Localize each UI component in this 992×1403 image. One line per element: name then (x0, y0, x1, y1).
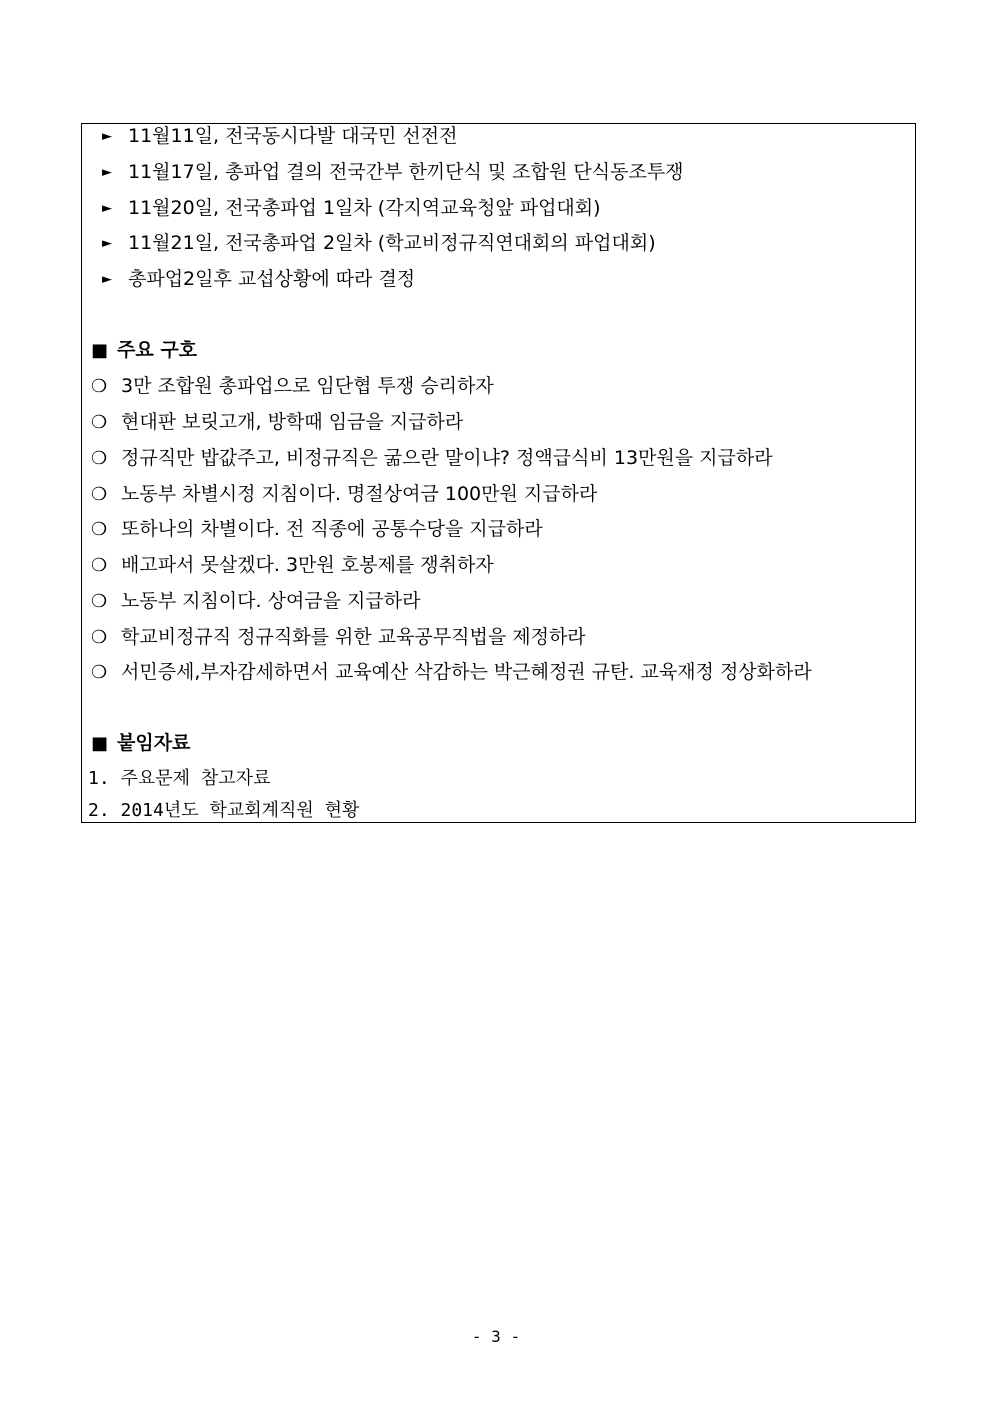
triangle-bullet-icon: ► (102, 272, 112, 287)
circle-bullet-icon: ❍ (91, 484, 108, 505)
schedule-item (102, 231, 656, 255)
slogan-item (91, 625, 586, 649)
slogan-text: 노동부 지침이다. 상여금을 지급하라 (121, 590, 421, 612)
slogan-item (91, 553, 494, 577)
circle-bullet-icon: ❍ (91, 412, 108, 433)
schedule-item-text: 총파업2일후 교섭상황에 따라 결정 (128, 268, 416, 290)
triangle-bullet-icon: ► (102, 236, 112, 251)
circle-bullet-icon: ❍ (91, 519, 108, 540)
schedule-item-text: 11월17일, 총파업 결의 전국간부 한끼단식 및 조합원 단식동조투쟁 (128, 161, 684, 183)
attachments-heading (91, 731, 190, 755)
slogan-text: 3만 조합원 총파업으로 임단협 투쟁 승리하자 (121, 375, 494, 397)
schedule-item (102, 267, 415, 291)
square-bullet-icon: ■ (91, 340, 109, 361)
slogan-item (91, 374, 494, 398)
schedule-item-text: 11월20일, 전국총파업 1일차 (각지역교육청앞 파업대회) (128, 197, 601, 219)
schedule-item (102, 160, 684, 184)
slogan-text: 노동부 차별시정 지침이다. 명절상여금 100만원 지급하라 (121, 483, 598, 505)
attachment-item: 2. 2014년도 학교회계직원 현황 (88, 800, 360, 821)
content-box (81, 123, 916, 823)
circle-bullet-icon: ❍ (91, 376, 108, 397)
triangle-bullet-icon: ► (102, 129, 112, 144)
slogan-text: 학교비정규직 정규직화를 위한 교육공무직법을 제정하라 (121, 626, 586, 648)
circle-bullet-icon: ❍ (91, 627, 108, 648)
slogan-item (91, 660, 812, 684)
slogan-text: 정규직만 밥값주고, 비정규직은 굶으란 말이냐? 정액급식비 13만원을 지급하라 (121, 447, 773, 469)
slogan-text: 또하나의 차별이다. 전 직종에 공통수당을 지급하라 (121, 518, 543, 540)
slogan-item (91, 517, 543, 541)
schedule-item (102, 196, 601, 220)
slogans-heading (91, 338, 197, 362)
schedule-item-text: 11월11일, 전국동시다발 대국민 선전전 (128, 125, 458, 147)
slogan-text: 현대판 보릿고개, 방학때 임금을 지급하라 (121, 411, 464, 433)
triangle-bullet-icon: ► (102, 201, 112, 216)
square-bullet-icon: ■ (91, 733, 109, 754)
schedule-item-text: 11월21일, 전국총파업 2일차 (학교비정규직연대회의 파업대회) (128, 232, 656, 254)
schedule-item (102, 124, 457, 148)
circle-bullet-icon: ❍ (91, 591, 108, 612)
circle-bullet-icon: ❍ (91, 555, 108, 576)
slogans-heading-text: 주요 구호 (117, 339, 198, 361)
slogan-text: 배고파서 못살겠다. 3만원 호봉제를 쟁취하자 (121, 554, 494, 576)
circle-bullet-icon: ❍ (91, 448, 108, 469)
slogan-text: 서민증세,부자감세하면서 교육예산 삭감하는 박근혜정권 규탄. 교육재정 정상화하라 (121, 661, 812, 683)
circle-bullet-icon: ❍ (91, 662, 108, 683)
slogan-item (91, 446, 773, 470)
page-number: - 3 - (471, 1327, 521, 1346)
attachments-heading-text: 붙임자료 (117, 732, 191, 754)
attachment-item: 1. 주요문제 참고자료 (88, 768, 271, 789)
slogan-item (91, 589, 420, 613)
triangle-bullet-icon: ► (102, 165, 112, 180)
slogan-item (91, 410, 463, 434)
slogan-item (91, 482, 597, 506)
